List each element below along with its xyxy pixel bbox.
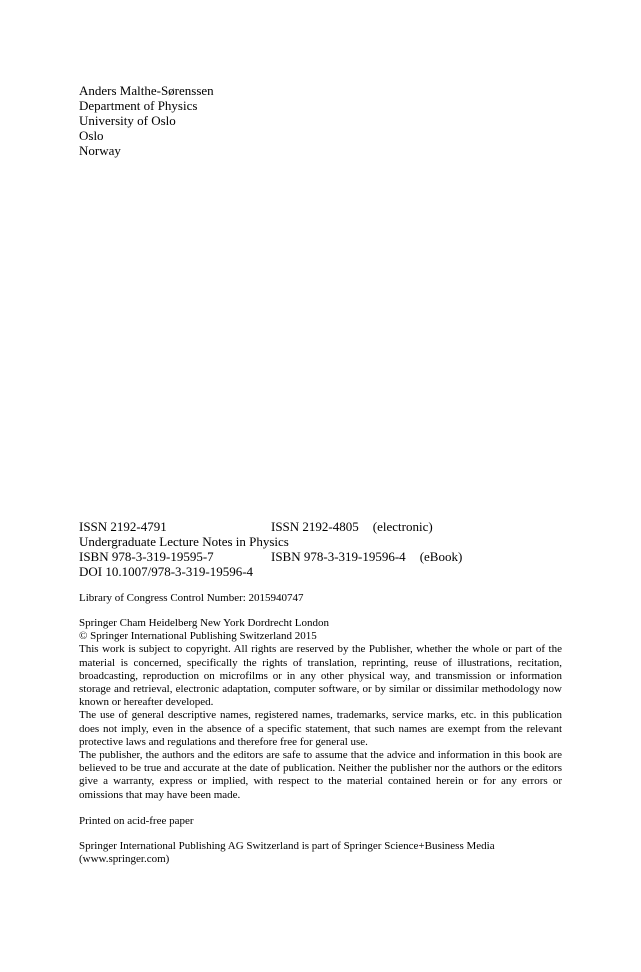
issn-electronic-group bbox=[271, 519, 433, 534]
isbn-row bbox=[79, 549, 562, 564]
author-name: Anders Malthe-Sørenssen bbox=[79, 83, 214, 98]
copyright-line: © Springer International Publishing Switzerland 2015 bbox=[79, 630, 317, 643]
series-title: Undergraduate Lecture Notes in Physics bbox=[79, 534, 289, 549]
lccn: Library of Congress Control Number: 2015940747 bbox=[79, 592, 304, 604]
publisher-locations: Springer Cham Heidelberg New York Dordrecht London bbox=[79, 617, 330, 629]
issn-electronic: ISSN 2192-4805 bbox=[271, 519, 359, 534]
part-of-statement bbox=[79, 840, 562, 866]
series-title-row bbox=[79, 534, 562, 549]
legal-block bbox=[79, 617, 562, 802]
issn-electronic-tag: (electronic) bbox=[372, 519, 433, 534]
rights-paragraph: This work is subject to copyright. All rights are reserved by the Publisher, whether the whole or part of the material is concerned, specifically the rights of translation, reprinting, reuse of illustrations, recitation, broadcasting, reproduction on microfilms or in any other physical way, and transmission or information storage and retrieval, electronic adaptation, computer software, or by similar or dissimilar methodology now known or hereafter developed. bbox=[79, 643, 562, 709]
isbn-ebook-group bbox=[271, 549, 462, 564]
author-country: Norway bbox=[79, 143, 121, 158]
imprint-block bbox=[79, 519, 562, 866]
isbn-ebook-tag: (eBook) bbox=[419, 549, 463, 564]
issn-print: ISSN 2192-4791 bbox=[79, 519, 167, 534]
author-address-block bbox=[79, 83, 214, 158]
author-city: Oslo bbox=[79, 128, 104, 143]
doi: DOI 10.1007/978-3-319-19596-4 bbox=[79, 564, 254, 579]
part-of-line1: Springer International Publishing AG Switzerland is part of Springer Science+Business Media bbox=[79, 839, 495, 852]
author-department: Department of Physics bbox=[79, 98, 198, 113]
part-of-line2: (www.springer.com) bbox=[79, 852, 170, 865]
isbn-ebook: ISBN 978-3-319-19596-4 bbox=[271, 549, 406, 564]
disclaimer-paragraph: The publisher, the authors and the editors are safe to assume that the advice and information in this book are believed to be true and accurate at the date of publication. Neither the publisher nor the authors or the editors give a warranty, express or implied, with respect to the material contained herein or for any errors or omissions that may have been made. bbox=[79, 749, 562, 801]
issn-row bbox=[79, 519, 562, 534]
doi-row bbox=[79, 564, 562, 579]
printed-on-paper: Printed on acid-free paper bbox=[79, 814, 194, 827]
isbn-print: ISBN 978-3-319-19595-7 bbox=[79, 549, 214, 564]
author-university: University of Oslo bbox=[79, 113, 176, 128]
names-paragraph: The use of general descriptive names, registered names, trademarks, service marks, etc. in this publication does not imply, even in the absence of a specific statement, that such names are exempt from the relevant protective laws and regulations and therefore free for general use. bbox=[79, 709, 562, 748]
